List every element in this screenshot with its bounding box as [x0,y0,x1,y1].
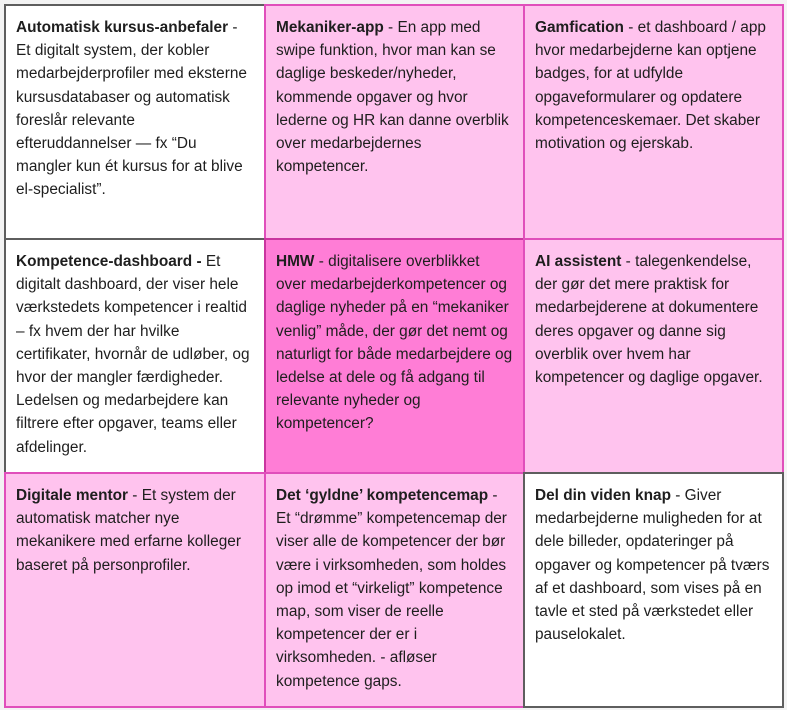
card-digitale-mentor[interactable] [4,472,266,708]
card-body: - En app med swipe funktion, hvor man kan se daglige beskeder/nyheder, kommende opgaver og hvor lederne og HR kan danne overblik over medarbejdernes kompetencer. [276,19,509,176]
card-del-din-viden-knap[interactable] [523,472,784,708]
card-body: - Et “drømme” kompetencemap der viser alle de kompetencer der bør være i virksomheden, som holdes op imod et “virkeligt” kompetence map, som viser de reelle kompetencer der er i virksomheden. - afløser kompetence gaps. [276,487,507,690]
card-automatisk-kursus-anbefaler[interactable] [4,4,266,240]
card-body: - Et digitalt system, der kobler medarbejderprofiler med eksterne kursusdatabaser og automatisk foreslår relevante efteruddannelser — fx “Du mangler kun ét kursus for at blive el-specialist”. [16,19,247,199]
card-body: - digitalisere overblikket over medarbejderkompetencer og daglige nyheder på en “mekaniker venlig” måde, der gør det nemt og naturligt for både medarbejdere og ledelse at dele og få adgang til relevante nyheder og kompetencer? [276,253,513,433]
card-body: - et dashboard / app hvor medarbejderne kan optjene badges, for at udfylde opgaveformularer og opdatere kompetenceskemaer. Det skaber motivation og ejerskab. [535,19,766,153]
card-body: - Giver medarbejderne muligheden for at dele billeder, opdateringer på opgaver og kompetencer på tværs af et dashboard, som vises på en tavle et sted på værkstedet eller pauselokalet. [535,487,770,644]
card-gamfication[interactable] [523,4,784,240]
card-title: Gamfication [535,19,624,36]
card-title: Det ‘gyldne’ kompetencemap [276,487,489,504]
card-gyldne-kompetencemap[interactable] [264,472,525,708]
card-title: Automatisk kursus-anbefaler [16,19,229,36]
card-hmw[interactable] [264,238,525,474]
card-title: Del din viden knap [535,487,671,504]
card-title: Kompetence-dashboard - [16,253,202,270]
card-title: Digitale mentor [16,487,129,504]
card-title: Mekaniker-app [276,19,384,36]
card-title: AI assistent [535,253,622,270]
card-body: - Et system der automatisk matcher nye mekanikere med erfarne kolleger baseret på personprofiler. [16,487,241,574]
idea-grid [4,4,784,708]
card-ai-assistent[interactable] [523,238,784,474]
card-body: - talegenkendelse, der gør det mere praktisk for medarbejderene at dokumentere deres opgaver og danne sig overblik over hvem har kompetencer og daglige opgaver. [535,253,763,387]
card-kompetence-dashboard[interactable] [4,238,266,474]
card-title: HMW [276,253,315,270]
card-mekaniker-app[interactable] [264,4,525,240]
card-body: Et digitalt dashboard, der viser hele værkstedets kompetencer i realtid – fx hvem der har hvilke certifikater, hvornår de udløber, og hvor der mangler færdigheder. Ledelsen og medarbejdere kan filtrere efter opgaver, teams eller afdelinger. [16,253,250,456]
